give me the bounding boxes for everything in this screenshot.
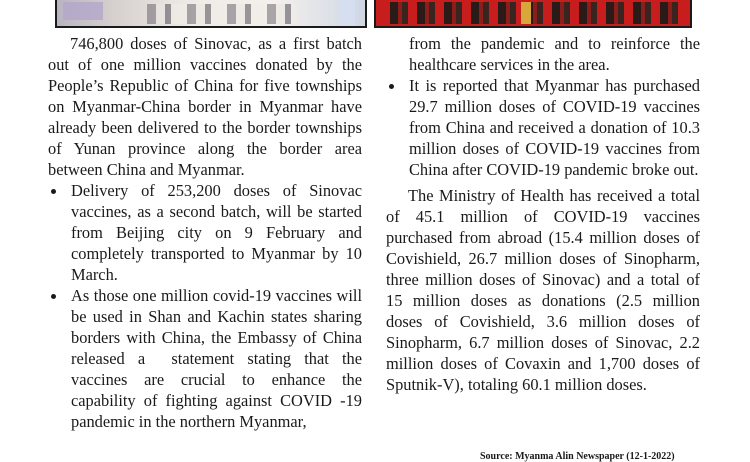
- photo-gold-figure: [521, 2, 531, 24]
- news-photo-left: [55, 0, 367, 28]
- source-credit: Source: Myanma Alin Newspaper (12-1-2022): [480, 451, 675, 462]
- photo-banner-right: [339, 0, 355, 26]
- photo-flag-left: [63, 2, 103, 20]
- bullet-purchased-vaccines: It is reported that Myanmar has purchased 29.7 million doses of COVID-19 vaccines from China and received a donation of 10.3 million doses of COVID-19 vaccines from China after COVID-19 pandemic broke out.: [386, 75, 700, 180]
- article-left-column: [48, 33, 362, 432]
- ministry-summary-paragraph: The Ministry of Health has received a total of 45.1 million of COVID-19 vaccines purchased from abroad (15.4 million doses of Covishield, 26.7 million doses of Sinopharm, three million doses of Sinovac) and a total of 15 million doses as donations (2.5 million doses of Covishield, 3.6 million doses of Sinopharm, 6.7 million doses of Sinovac, 2.2 million doses of Covaxin and 1,700 doses of Sputnik-V), totaling 60.1 million doses.: [386, 186, 700, 394]
- article-intro-paragraph: 746,800 doses of Sinovac, as a first batch out of one million vaccines donated by the People’s Republic of China for five townships on Myanmar-China border in Myanmar have already been delivered to the border townships of Yunan province along the border area between China and Myanmar.: [48, 34, 362, 179]
- bullet-second-batch: Delivery of 253,200 doses of Sinovac vaccines, as a second batch, will be started from Beijing city on 9 February and completely transported to Myanmar by 10 March.: [48, 180, 362, 285]
- photo-figurines: [390, 2, 680, 24]
- photo-people: [147, 4, 297, 24]
- bullet-embassy-statement: As those one million covid-19 vaccines will be used in Shan and Kachin states sharing borders with China, the Embassy of China released a statement stating that the vaccines are crucial to enhance the capability of fighting against COVID -19 pandemic in the northern Myanmar,: [48, 285, 362, 432]
- news-photo-right: [374, 0, 692, 28]
- article-right-column: [386, 33, 700, 395]
- bullet-continuation: from the pandemic and to reinforce the healthcare services in the area.: [409, 34, 700, 74]
